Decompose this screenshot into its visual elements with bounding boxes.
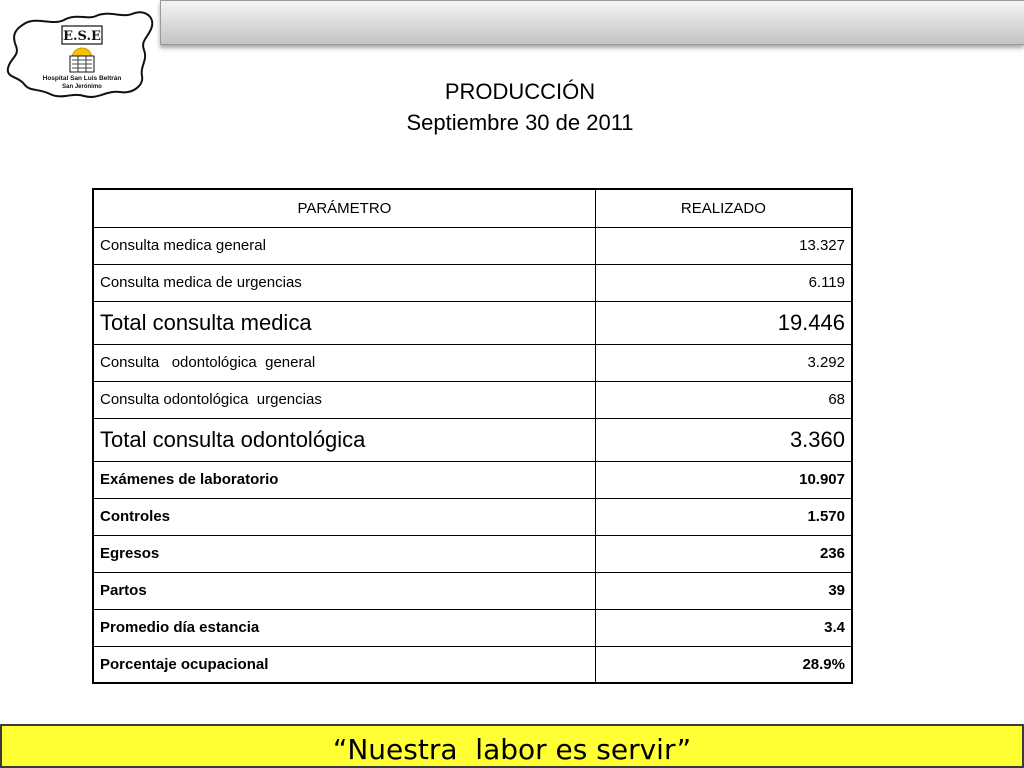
table-row [93, 646, 852, 683]
hospital-logo-graphic [2, 10, 160, 102]
row-parameter: Total consulta odontológica [93, 418, 595, 461]
row-value: 1.570 [595, 498, 852, 535]
row-value: 3.292 [595, 344, 852, 381]
table-row [93, 461, 852, 498]
row-parameter: Total consulta medica [93, 301, 595, 344]
table-row [93, 609, 852, 646]
table-row-total [93, 301, 852, 344]
table-row [93, 572, 852, 609]
table-row [93, 227, 852, 264]
row-parameter: Partos [93, 572, 595, 609]
table-header-row [93, 189, 852, 227]
row-value: 10.907 [595, 461, 852, 498]
row-parameter: Promedio día estancia [93, 609, 595, 646]
row-parameter: Controles [93, 498, 595, 535]
footer-slogan: “Nuestra labor es servir” [332, 733, 692, 766]
row-value: 3.360 [595, 418, 852, 461]
row-parameter: Consulta odontológica urgencias [93, 381, 595, 418]
row-parameter: Consulta medica general [93, 227, 595, 264]
logo-hospital-name: Hospital San Luis Beltrán [42, 75, 122, 82]
row-parameter: Porcentaje ocupacional [93, 646, 595, 683]
row-value: 19.446 [595, 301, 852, 344]
column-header-realizado: REALIZADO [595, 189, 852, 227]
logo-place-name: San Jerónimo [62, 84, 102, 90]
table-row [93, 344, 852, 381]
title-heading: PRODUCCIÓN [444, 79, 596, 104]
production-table [92, 188, 853, 684]
row-value: 68 [595, 381, 852, 418]
row-parameter: Consulta medica de urgencias [93, 264, 595, 301]
top-banner-bar [160, 0, 1024, 45]
hospital-logo [2, 10, 160, 102]
row-value: 236 [595, 535, 852, 572]
column-header-parametro: PARÁMETRO [93, 189, 595, 227]
page-title [300, 76, 740, 138]
logo-acronym: E.S.E [63, 29, 101, 44]
row-parameter: Egresos [93, 535, 595, 572]
title-date: Septiembre 30 de 2011 [406, 110, 634, 135]
table-row-total [93, 418, 852, 461]
row-value: 3.4 [595, 609, 852, 646]
row-parameter: Consulta odontológica general [93, 344, 595, 381]
row-parameter: Exámenes de laboratorio [93, 461, 595, 498]
row-value: 13.327 [595, 227, 852, 264]
table-row [93, 535, 852, 572]
row-value: 28.9% [595, 646, 852, 683]
footer-slogan-bar [0, 724, 1024, 768]
row-value: 39 [595, 572, 852, 609]
table-row [93, 498, 852, 535]
row-value: 6.119 [595, 264, 852, 301]
table-row [93, 264, 852, 301]
table-row [93, 381, 852, 418]
